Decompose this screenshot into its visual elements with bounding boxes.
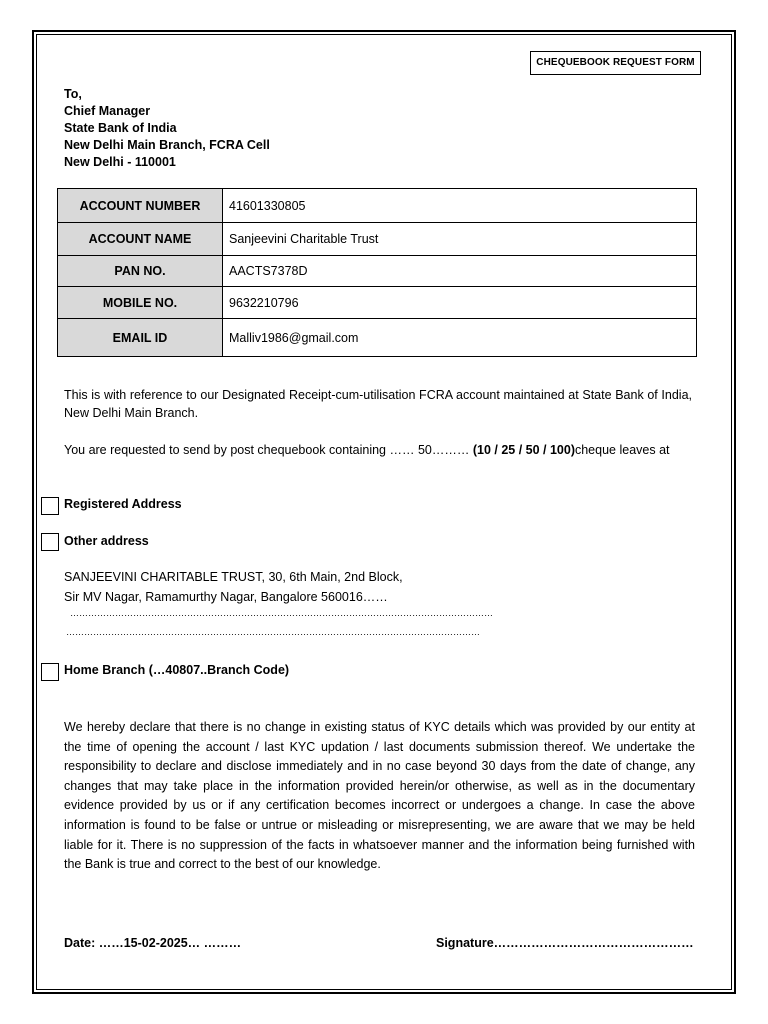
other-address-line-2: Sir MV Nagar, Ramamurthy Nagar, Bangalore 560016…… xyxy=(64,590,388,604)
pan-value: AACTS7378D xyxy=(223,256,697,287)
table-row xyxy=(58,287,697,319)
table-row xyxy=(58,256,697,287)
account-number-label: ACCOUNT NUMBER xyxy=(58,189,223,223)
other-address-label: Other address xyxy=(64,534,149,548)
table-row xyxy=(58,189,697,223)
other-address-checkbox[interactable] xyxy=(41,533,59,551)
recipient-line-to: To, xyxy=(64,87,82,101)
kyc-declaration: We hereby declare that there is no change in existing status of KYC details which was provided by our entity at the time of opening the account / last KYC updation / last documents submission thereof. We undertake the responsibility to declare and disclose immediately and in no case beyond 30 days from the date of change, any changes that may take place in the information provided herein/or otherwise, as well as in the documentary evidence provided by us or if any certification becomes incorrect or undergoes a change. In case the above information is found to be false or untrue or misleading or misrepresenting, we are aware that we may be held liable for it. There is no suppression of the facts in whatsoever manner and the information being furnished with the Bank is true and correct to the best of our knowledge. xyxy=(64,720,695,872)
table-row xyxy=(58,319,697,357)
account-name-value: Sanjeevini Charitable Trust xyxy=(223,223,697,256)
recipient-line-branch: New Delhi Main Branch, FCRA Cell xyxy=(64,138,270,152)
recipient-line-title: Chief Manager xyxy=(64,104,151,118)
recipient-line-city: New Delhi - 110001 xyxy=(64,155,176,169)
request-paragraph xyxy=(64,441,692,459)
registered-address-checkbox[interactable] xyxy=(41,497,59,515)
request-text-before: You are requested to send by post chequebook containing …… 50……… xyxy=(64,443,473,457)
mobile-label: MOBILE NO. xyxy=(58,287,223,319)
table-row xyxy=(58,223,697,256)
mobile-value: 9632210796 xyxy=(223,287,697,319)
pan-label: PAN NO. xyxy=(58,256,223,287)
recipient-address xyxy=(64,86,270,171)
email-label: EMAIL ID xyxy=(58,319,223,357)
request-options: (10 / 25 / 50 / 100) xyxy=(472,443,575,457)
other-address-line-3: …………………………………………………………………………………………………………………………… xyxy=(70,608,493,618)
other-address-line-1: SANJEEVINI CHARITABLE TRUST, 30, 6th Main, 2nd Block, xyxy=(64,570,403,584)
recipient-line-bank: State Bank of India xyxy=(64,121,177,135)
request-text-after: cheque leaves at xyxy=(574,443,670,457)
home-branch-checkbox[interactable] xyxy=(41,663,59,681)
reference-paragraph: This is with reference to our Designated Receipt-cum-utilisation FCRA account maintained at State Bank of India, New Delhi Main Branch. xyxy=(64,388,692,420)
account-name-label: ACCOUNT NAME xyxy=(58,223,223,256)
date-field: Date: ……15-02-2025… ……… xyxy=(64,936,242,950)
registered-address-label: Registered Address xyxy=(64,497,182,511)
email-value: Malliv1986@gmail.com xyxy=(223,319,697,357)
form-title: CHEQUEBOOK REQUEST FORM xyxy=(530,51,701,75)
home-branch-label: Home Branch (…40807..Branch Code) xyxy=(64,663,290,677)
other-address-line-4: ………………………………………………………………………………………………………………………… xyxy=(66,627,480,637)
signature-field: Signature………………………………………… xyxy=(436,936,694,950)
account-details-table xyxy=(57,188,697,357)
account-number-value: 41601330805 xyxy=(223,189,697,223)
